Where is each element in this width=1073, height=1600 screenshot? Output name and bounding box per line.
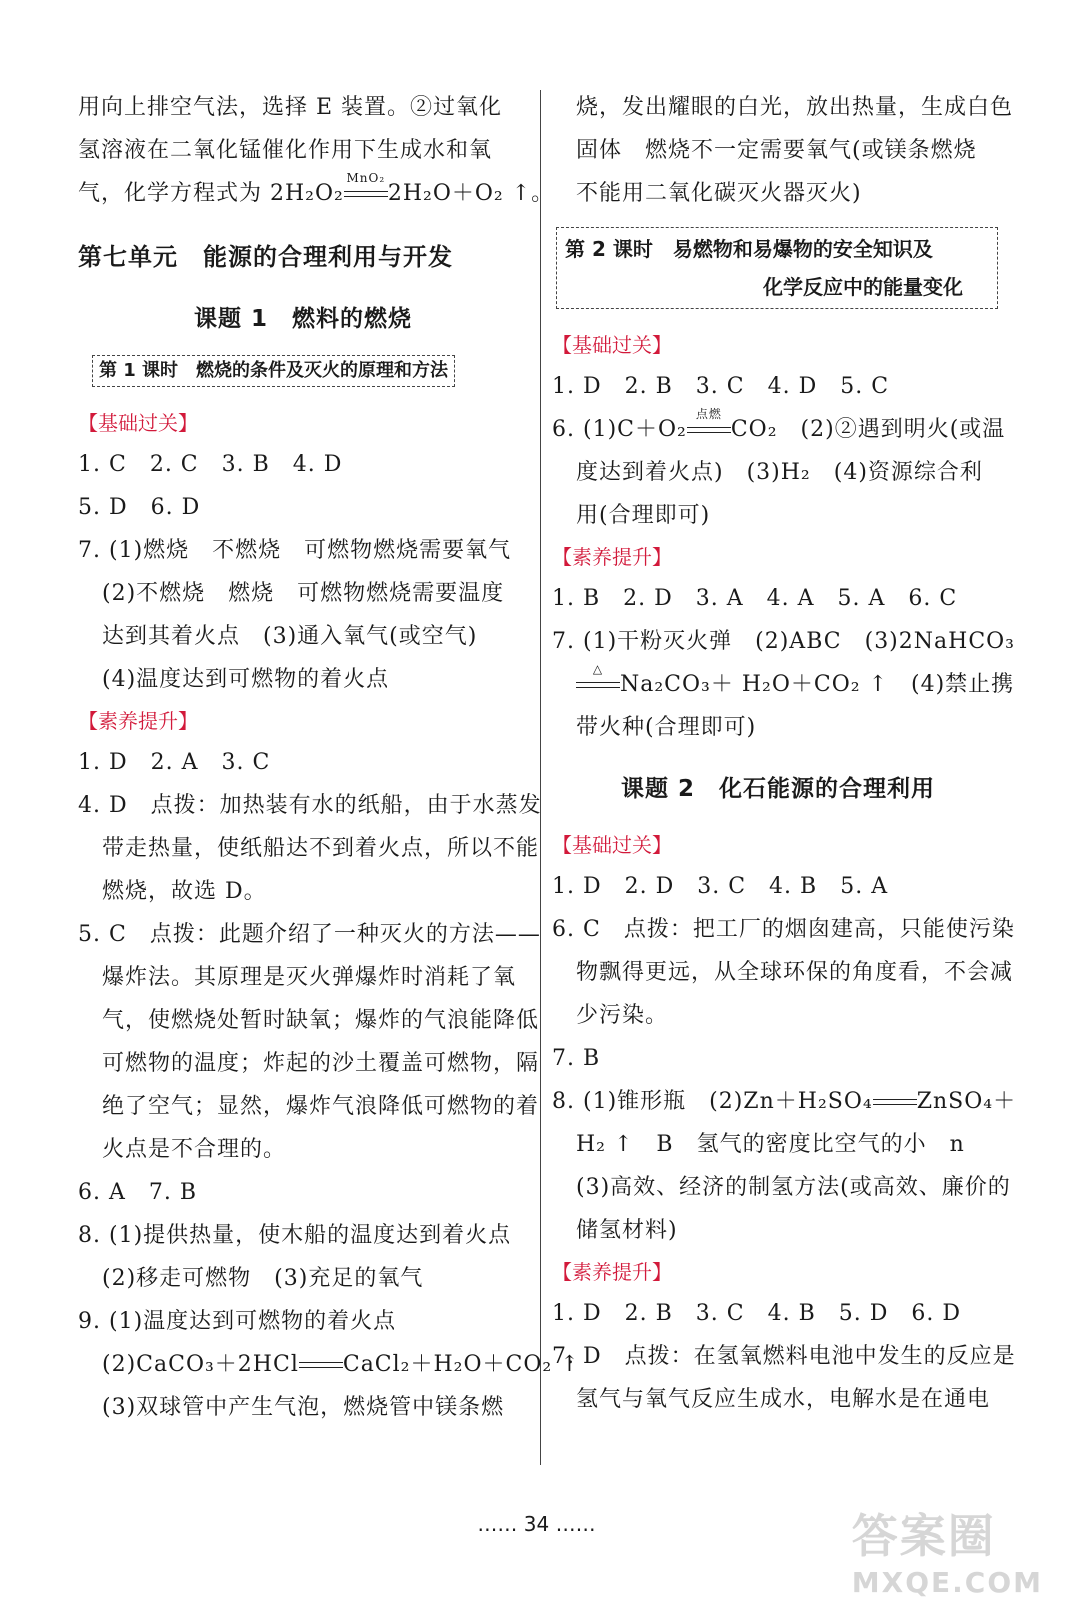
- reaction-condition: 点燃: [695, 407, 722, 421]
- lesson-title-line: 第 2 课时 易燃物和易爆物的安全知识及: [565, 237, 933, 261]
- answer-line: 可燃物的温度；炸起的沙土覆盖可燃物，隔: [102, 1051, 540, 1076]
- column-divider: [540, 90, 541, 1465]
- answer-line: 1. D 2. A 3. C: [78, 750, 271, 775]
- left-column: [78, 86, 580, 1429]
- answer-line: 9. (1)温度达到可燃物的着火点: [78, 1309, 397, 1334]
- equation-right: Na₂CO₃＋ H₂O＋CO₂ ↑ (4)禁止携: [620, 672, 1015, 697]
- section-tag: 【基础过关】: [552, 333, 672, 357]
- answer-line: 7. B: [552, 1046, 601, 1071]
- page-number: …… 34 ……: [477, 1512, 596, 1536]
- answer-line: (2)不燃烧 燃烧 可燃物燃烧需要温度: [102, 581, 505, 606]
- answer-line: 7. (1)燃烧 不燃烧 可燃物燃烧需要氧气: [78, 538, 512, 563]
- answer-line: (3)高效、经济的制氢方法(或高效、廉价的: [576, 1175, 1011, 1200]
- topic-title: 课题 2 化石能源的合理利用: [620, 776, 935, 802]
- lesson-title-box: [556, 227, 998, 309]
- answer-line: 5. D 6. D: [78, 495, 201, 520]
- watermark-url: MXQE.COM: [851, 1566, 1043, 1599]
- answer-line: 8. (1)提供热量，使木船的温度达到着火点: [78, 1223, 512, 1248]
- answer-line: 爆炸法。其原理是灭火弹爆炸时消耗了氧: [102, 965, 517, 990]
- equation-equals-sign: [687, 407, 731, 437]
- answer-line: 度达到着火点) (3)H₂ (4)资源综合利: [576, 460, 983, 485]
- section-tag: 【素养提升】: [552, 545, 672, 569]
- equation-right: 2H₂O＋O₂ ↑。: [387, 181, 555, 206]
- answer-line: 1. D 2. B 3. C 4. B 5. D 6. D: [552, 1301, 961, 1326]
- answer-line: 7. D 点拨：在氢氧燃料电池中发生的反应是: [552, 1344, 1016, 1369]
- answer-line: 氢气与氧气反应生成水，电解水是在通电: [576, 1387, 991, 1412]
- answer-line: 用(合理即可): [576, 503, 711, 528]
- answer-line: 物飘得更远，从全球环保的角度看，不会减: [576, 960, 1014, 985]
- answer-line: 储氢材料): [576, 1218, 678, 1243]
- equation-left: 气，化学方程式为 2H₂O₂: [78, 181, 344, 206]
- answer-line: 1. D 2. B 3. C 4. D 5. C: [552, 374, 890, 399]
- answer-line: 带走热量，使纸船达不到着火点，所以不能: [102, 836, 540, 861]
- unit-title: 第七单元 能源的合理利用与开发: [78, 243, 453, 271]
- right-column: [552, 86, 1017, 1421]
- answer-line: 6. C 点拨：把工厂的烟囱建高，只能使污染: [552, 917, 1015, 942]
- equation-line: [78, 171, 555, 215]
- text-line: 用向上排空气法，选择 E 装置。②过氧化: [78, 95, 503, 120]
- watermark-logo: [852, 1500, 1043, 1599]
- answer-line: (2)移走可燃物 (3)充足的氧气: [102, 1266, 424, 1291]
- answer-line: 1. D 2. D 3. C 4. B 5. A: [552, 874, 889, 899]
- text-line: 固体 燃烧不一定需要氧气(或镁条燃烧: [576, 138, 977, 163]
- answer-line: 7. (1)干粉灭火弹 (2)ABC (3)2NaHCO₃: [552, 629, 1016, 654]
- equation-line: [78, 1343, 580, 1386]
- equation-equals-sign: [576, 662, 620, 692]
- answer-line: 火点是不合理的。: [102, 1137, 287, 1162]
- section-tag: 【基础过关】: [552, 833, 672, 857]
- answer-line: 达到其着火点 (3)通入氧气(或空气): [102, 624, 478, 649]
- answer-line: 燃烧，故选 D。: [102, 879, 267, 904]
- equation-right: CO₂ (2)②遇到明火(或温: [730, 417, 1006, 442]
- watermark-text: 答案圈: [851, 1509, 996, 1563]
- equation-equals-sign: [873, 1095, 917, 1109]
- section-tag: 【素养提升】: [78, 709, 198, 733]
- answer-line: 少污染。: [576, 1003, 669, 1028]
- answer-line: 4. D 点拨：加热装有水的纸船，由于水蒸发: [78, 793, 542, 818]
- equation-line: [552, 408, 1004, 451]
- answer-line: (4)温度达到可燃物的着火点: [102, 667, 390, 692]
- text-line: 烧，发出耀眼的白光，放出热量，生成白色: [576, 95, 1014, 120]
- equation-line: [552, 662, 1015, 706]
- section-tag: 【素养提升】: [552, 1260, 672, 1284]
- answer-line: 1. C 2. C 3. B 4. D: [78, 452, 343, 477]
- answer-line: 绝了空气；显然，爆炸气浪降低可燃物的着: [102, 1094, 540, 1119]
- equation-right: ZnSO₄＋: [916, 1089, 1017, 1114]
- equation-equals-sign: [299, 1358, 343, 1372]
- answer-line: 5. C 点拨：此题介绍了一种灭火的方法——: [78, 922, 541, 947]
- answer-line: 6. A 7. B: [78, 1180, 198, 1205]
- reaction-condition: △: [592, 662, 604, 676]
- equation-right: CaCl₂＋H₂O＋CO₂ ↑: [342, 1352, 580, 1377]
- topic-title: 课题 1 燃料的燃烧: [193, 306, 412, 332]
- text-line: 氢溶液在二氧化锰催化作用下生成水和氧: [78, 138, 493, 163]
- equation-left: (2)CaCO₃＋2HCl: [102, 1352, 299, 1377]
- equation-left: 6. (1)C＋O₂: [552, 417, 687, 442]
- equation-equals-sign: [344, 171, 388, 201]
- equation-line: [552, 1080, 1017, 1123]
- answer-line: (3)双球管中产生气泡，燃烧管中镁条燃: [102, 1395, 505, 1420]
- answer-line: H₂ ↑ B 氢气的密度比空气的小 n: [576, 1132, 965, 1157]
- lesson-title-line: 化学反应中的能量变化: [763, 275, 963, 299]
- text-line: 不能用二氧化碳灭火器灭火): [576, 181, 862, 206]
- answer-line: 1. B 2. D 3. A 4. A 5. A 6. C: [552, 586, 958, 611]
- section-tag: 【基础过关】: [78, 411, 198, 435]
- answer-line: 气，使燃烧处暂时缺氧；爆炸的气浪能降低: [102, 1008, 540, 1033]
- equation-left: 8. (1)锥形瓶 (2)Zn＋H₂SO₄: [552, 1089, 873, 1114]
- answer-line: 带火种(合理即可): [576, 715, 757, 740]
- reaction-condition: MnO₂: [346, 171, 386, 185]
- lesson-title: 第 1 课时 燃烧的条件及灭火的原理和方法: [92, 355, 455, 387]
